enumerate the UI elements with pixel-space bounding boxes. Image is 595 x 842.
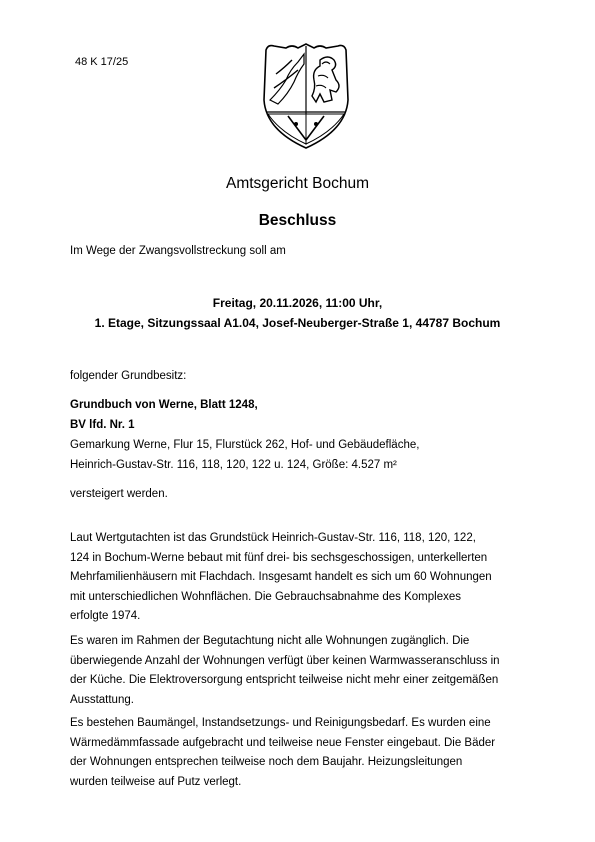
- text-line: Es bestehen Baumängel, Instandsetzungs- und Reinigungsbedarf. Es wurden eine: [70, 717, 491, 729]
- text-line: überwiegende Anzahl der Wohnungen verfügt über keinen Warmwasseranschluss in: [70, 654, 500, 667]
- text-line: Es waren im Rahmen der Begutachtung nicht alle Wohnungen zugänglich. Die: [70, 635, 470, 647]
- text-line: der Küche. Die Elektroversorgung entspricht teilweise nicht mehr einer zeitgemäßen: [70, 674, 499, 686]
- property-label: folgender Grundbesitz:: [70, 370, 187, 382]
- property-description: [70, 395, 419, 475]
- case-number: 48 K 17/25: [75, 56, 129, 68]
- auction-location: 1. Etage, Sitzungssaal A1.04, Josef-Neuberger-Straße 1, 44787 Bochum: [94, 316, 501, 330]
- text-line: mit unterschiedlichen Wohnflächen. Die Gebrauchsabnahme des Komplexes: [70, 590, 462, 603]
- text-line: Laut Wertgutachten ist das Grundstück Heinrich-Gustav-Str. 116, 118, 120, 122,: [70, 532, 476, 544]
- text-line: wurden teilweise auf Putz verlegt.: [70, 775, 242, 788]
- auction-date: Freitag, 20.11.2026, 11:00 Uhr,: [212, 296, 383, 310]
- text-line: erfolgte 1974.: [70, 610, 141, 622]
- paragraph-inspection: [70, 632, 530, 710]
- inventory-number: BV lfd. Nr. 1: [70, 419, 135, 431]
- coat-of-arms-icon: [258, 40, 354, 152]
- text-line: Ausstattung.: [70, 693, 134, 706]
- text-line: 124 in Bochum-Werne bebaut mit fünf drei- bis sechsgeschossigen, unterkellerten: [70, 551, 488, 564]
- land-register: Grundbuch von Werne, Blatt 1248,: [70, 399, 258, 411]
- property-address: Heinrich-Gustav-Str. 116, 118, 120, 122 u. 124, Größe: 4.527 m²: [70, 459, 397, 471]
- paragraph-appraisal: [70, 529, 530, 627]
- auction-statement: versteigert werden.: [70, 488, 168, 500]
- text-line: Wärmedämmfassade aufgebracht und teilweise neue Fenster eingebaut. Die Bäder: [70, 736, 496, 749]
- text-line: Mehrfamilienhäusern mit Flachdach. Insgesamt handelt es sich um 60 Wohnungen: [70, 571, 492, 583]
- court-name: Amtsgericht Bochum: [226, 175, 369, 192]
- intro-text: Im Wege der Zwangsvollstreckung soll am: [70, 245, 286, 257]
- document-title: Beschluss: [258, 212, 337, 229]
- paragraph-defects: [70, 714, 530, 792]
- cadastral-info: Gemarkung Werne, Flur 15, Flurstück 262, Hof- und Gebäudefläche,: [70, 439, 420, 451]
- text-line: der Wohnungen entsprechen teilweise noch dem Baujahr. Heizungsleitungen: [70, 756, 463, 768]
